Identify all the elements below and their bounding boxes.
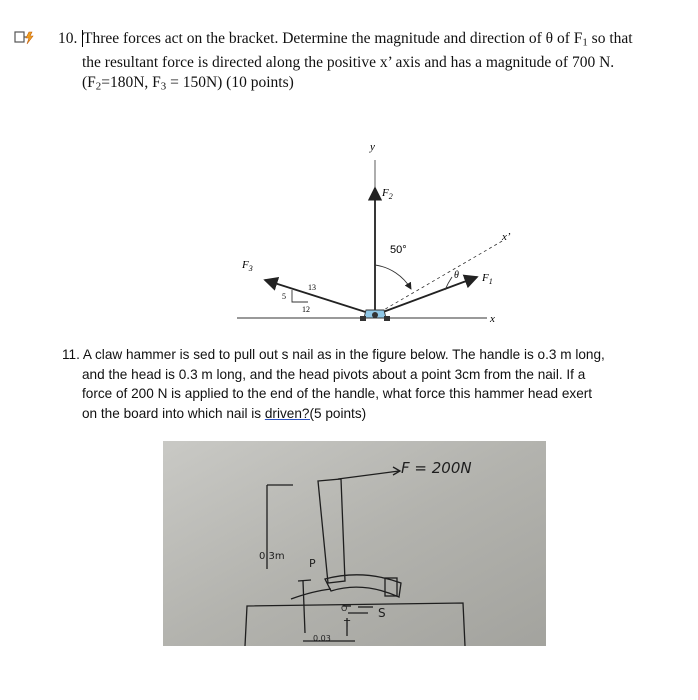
force-f1-label: $F_1$	[482, 272, 493, 286]
question-11	[62, 345, 662, 423]
question-10-line-3	[58, 73, 678, 97]
question-11-line-3: force of 200 N is applied to the end of the handle, what force this hammer head exert	[82, 386, 593, 401]
comment-icon[interactable]	[14, 31, 34, 45]
angle-arc-50	[375, 265, 411, 289]
slope-5: 5	[282, 292, 286, 301]
p-label: P	[309, 557, 316, 570]
question-text: Three forces act on the bracket. Determine the magnitude and direction of θ of F	[83, 30, 583, 47]
distance-label: 0.03	[313, 634, 331, 643]
subscript: 2	[95, 80, 102, 93]
theta-label: θ	[454, 270, 459, 281]
bracket-force-diagram	[232, 140, 512, 340]
question-text: = 150N) (10 points)	[166, 73, 294, 91]
subscript: 3	[160, 80, 167, 93]
force-label: F = 200N	[401, 459, 472, 477]
question-11-line-1	[62, 345, 662, 365]
question-10	[58, 29, 678, 97]
force-f2-label: $F_2$	[382, 187, 393, 201]
question-text: on the board into which nail is	[82, 405, 265, 421]
question-11-line-4	[62, 404, 662, 424]
slope-12: 12	[302, 305, 310, 314]
force-f3-label: $F_3$	[242, 259, 253, 273]
question-number: 11.	[62, 347, 80, 362]
grammar-flag-link[interactable]: driven?(	[264, 405, 314, 421]
force-f1-arrow	[375, 277, 477, 315]
question-10-line-2: the resultant force is directed along the positive x’ axis and has a magnitude of 700 N.	[82, 54, 615, 72]
paper-background	[163, 441, 546, 646]
subscript: 1	[582, 36, 588, 49]
question-11-line-2: and the head is 0.3 m long, and the head pivots about a point 3cm from the nail. If a	[82, 366, 586, 382]
question-text: so that	[587, 30, 633, 47]
hammer-sketch-photo	[163, 441, 546, 646]
x-prime-label: x’	[502, 231, 511, 243]
question-text: A claw hammer is sed to pull out s nail as in the figure below. The handle is o.3 m long,	[82, 347, 605, 362]
t-label: T	[344, 619, 351, 630]
slope-13: 13	[308, 283, 316, 292]
angle-label: 50°	[390, 244, 407, 256]
question-10-line-1	[58, 29, 678, 53]
question-text: =180N, F	[101, 73, 161, 91]
question-text: 5 points)	[314, 405, 367, 421]
length-label: 0.3m	[259, 551, 285, 562]
question-text: (F	[82, 73, 96, 91]
question-number: 10.	[58, 30, 78, 47]
y-axis-label: y	[370, 141, 375, 153]
s-label: S	[378, 606, 386, 620]
o-label: O	[341, 604, 348, 613]
x-axis-label: x	[490, 313, 495, 325]
